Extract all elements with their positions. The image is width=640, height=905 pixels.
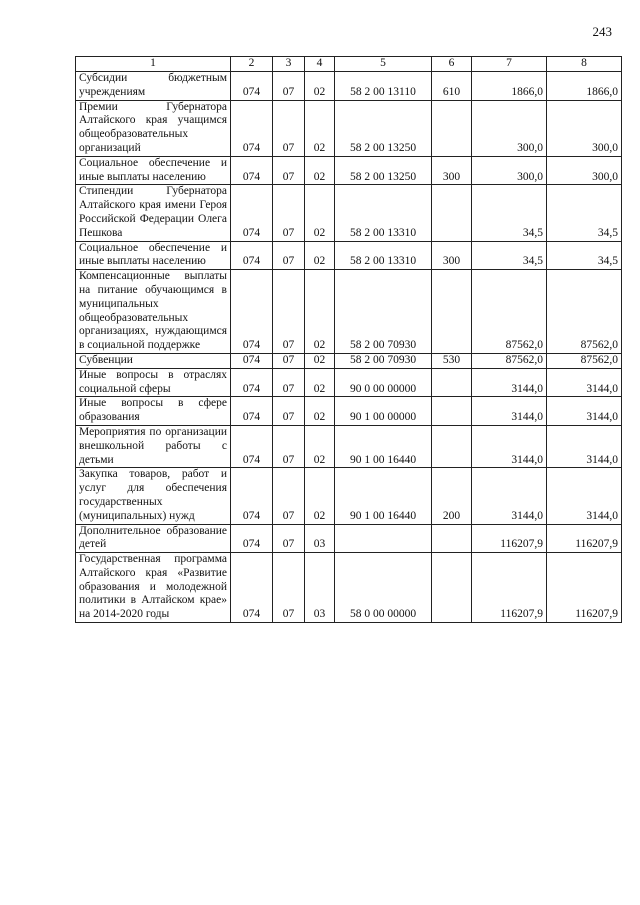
admin-code: 074	[231, 156, 273, 185]
subsection-code: 02	[305, 397, 335, 426]
section-code: 07	[273, 425, 305, 467]
row-name: Компенсационные выплаты на питание обучающимся в муниципальных общеобразовательных организациях, нуждающимся в социальной поддержке	[76, 270, 231, 354]
table-row	[76, 468, 622, 524]
expense-type	[432, 185, 472, 241]
expense-type: 530	[432, 353, 472, 368]
row-name: Социальное обеспечение и иные выплаты населению	[76, 156, 231, 185]
expense-type	[432, 553, 472, 623]
amount-col8: 1866,0	[547, 72, 622, 101]
target-article	[335, 524, 432, 553]
table-row	[76, 353, 622, 368]
table-row	[76, 368, 622, 397]
section-code: 07	[273, 524, 305, 553]
section-code: 07	[273, 353, 305, 368]
section-code: 07	[273, 270, 305, 354]
subsection-code: 02	[305, 156, 335, 185]
amount-col7: 3144,0	[472, 468, 547, 524]
header-row	[76, 57, 622, 72]
amount-col8: 87562,0	[547, 353, 622, 368]
table-row	[76, 185, 622, 241]
table-row	[76, 397, 622, 426]
row-name: Мероприятия по организации внешкольной работы с детьми	[76, 425, 231, 467]
amount-col7: 87562,0	[472, 353, 547, 368]
column-header: 2	[231, 57, 273, 72]
table-row	[76, 270, 622, 354]
budget-table	[75, 56, 622, 623]
amount-col7: 87562,0	[472, 270, 547, 354]
target-article: 58 2 00 13110	[335, 72, 432, 101]
column-header: 4	[305, 57, 335, 72]
table-row	[76, 524, 622, 553]
admin-code: 074	[231, 100, 273, 156]
section-code: 07	[273, 100, 305, 156]
expense-type	[432, 368, 472, 397]
admin-code: 074	[231, 353, 273, 368]
subsection-code: 03	[305, 524, 335, 553]
amount-col8: 116207,9	[547, 524, 622, 553]
amount-col7: 3144,0	[472, 397, 547, 426]
amount-col8: 3144,0	[547, 397, 622, 426]
expense-type: 300	[432, 156, 472, 185]
row-name: Дополнительное образование детей	[76, 524, 231, 553]
section-code: 07	[273, 185, 305, 241]
amount-col8: 3144,0	[547, 425, 622, 467]
amount-col7: 116207,9	[472, 524, 547, 553]
expense-type: 610	[432, 72, 472, 101]
target-article: 90 1 00 16440	[335, 468, 432, 524]
amount-col7: 34,5	[472, 185, 547, 241]
table-row	[76, 156, 622, 185]
table-row	[76, 425, 622, 467]
admin-code: 074	[231, 185, 273, 241]
admin-code: 074	[231, 397, 273, 426]
amount-col7: 34,5	[472, 241, 547, 270]
admin-code: 074	[231, 524, 273, 553]
amount-col7: 300,0	[472, 100, 547, 156]
target-article: 90 1 00 16440	[335, 425, 432, 467]
row-name: Иные вопросы в сфере образования	[76, 397, 231, 426]
row-name: Субсидии бюджетным учреждениям	[76, 72, 231, 101]
amount-col8: 300,0	[547, 100, 622, 156]
section-code: 07	[273, 468, 305, 524]
section-code: 07	[273, 368, 305, 397]
amount-col8: 34,5	[547, 185, 622, 241]
admin-code: 074	[231, 368, 273, 397]
row-name: Государственная программа Алтайского края «Развитие образования и молодежной политики в Алтайском крае» на 2014-2020 годы	[76, 553, 231, 623]
section-code: 07	[273, 397, 305, 426]
table-row	[76, 100, 622, 156]
row-name: Субвенции	[76, 353, 231, 368]
target-article: 58 2 00 70930	[335, 353, 432, 368]
target-article: 58 2 00 13250	[335, 156, 432, 185]
expense-type: 200	[432, 468, 472, 524]
column-header: 1	[76, 57, 231, 72]
section-code: 07	[273, 72, 305, 101]
subsection-code: 02	[305, 185, 335, 241]
row-name: Закупка товаров, работ и услуг для обеспечения государственных (муниципальных) нужд	[76, 468, 231, 524]
admin-code: 074	[231, 468, 273, 524]
row-name: Премии Губернатора Алтайского края учащимся общеобразовательных организаций	[76, 100, 231, 156]
amount-col8: 34,5	[547, 241, 622, 270]
subsection-code: 02	[305, 270, 335, 354]
amount-col8: 300,0	[547, 156, 622, 185]
column-header: 6	[432, 57, 472, 72]
amount-col8: 3144,0	[547, 468, 622, 524]
page-number: 243	[592, 24, 612, 39]
admin-code: 074	[231, 553, 273, 623]
table-row	[76, 553, 622, 623]
amount-col7: 116207,9	[472, 553, 547, 623]
expense-type	[432, 270, 472, 354]
expense-type	[432, 100, 472, 156]
amount-col8: 87562,0	[547, 270, 622, 354]
amount-col7: 1866,0	[472, 72, 547, 101]
section-code: 07	[273, 553, 305, 623]
admin-code: 074	[231, 241, 273, 270]
target-article: 90 1 00 00000	[335, 397, 432, 426]
expense-type	[432, 524, 472, 553]
admin-code: 074	[231, 270, 273, 354]
expense-type	[432, 425, 472, 467]
amount-col7: 300,0	[472, 156, 547, 185]
row-name: Социальное обеспечение и иные выплаты населению	[76, 241, 231, 270]
row-name: Стипендии Губернатора Алтайского края имени Героя Российской Федерации Олега Пешкова	[76, 185, 231, 241]
target-article: 58 2 00 70930	[335, 270, 432, 354]
section-code: 07	[273, 156, 305, 185]
column-header: 5	[335, 57, 432, 72]
subsection-code: 02	[305, 72, 335, 101]
table-row	[76, 72, 622, 101]
subsection-code: 02	[305, 100, 335, 156]
target-article: 58 0 00 00000	[335, 553, 432, 623]
column-header: 8	[547, 57, 622, 72]
expense-type	[432, 397, 472, 426]
subsection-code: 02	[305, 353, 335, 368]
target-article: 58 2 00 13310	[335, 185, 432, 241]
subsection-code: 02	[305, 241, 335, 270]
admin-code: 074	[231, 72, 273, 101]
section-code: 07	[273, 241, 305, 270]
row-name: Иные вопросы в отраслях социальной сферы	[76, 368, 231, 397]
target-article: 58 2 00 13310	[335, 241, 432, 270]
subsection-code: 02	[305, 425, 335, 467]
admin-code: 074	[231, 425, 273, 467]
target-article: 90 0 00 00000	[335, 368, 432, 397]
table-row	[76, 241, 622, 270]
subsection-code: 02	[305, 468, 335, 524]
amount-col8: 3144,0	[547, 368, 622, 397]
column-header: 7	[472, 57, 547, 72]
expense-type: 300	[432, 241, 472, 270]
subsection-code: 02	[305, 368, 335, 397]
target-article: 58 2 00 13250	[335, 100, 432, 156]
subsection-code: 03	[305, 553, 335, 623]
amount-col7: 3144,0	[472, 368, 547, 397]
column-header: 3	[273, 57, 305, 72]
amount-col8: 116207,9	[547, 553, 622, 623]
amount-col7: 3144,0	[472, 425, 547, 467]
